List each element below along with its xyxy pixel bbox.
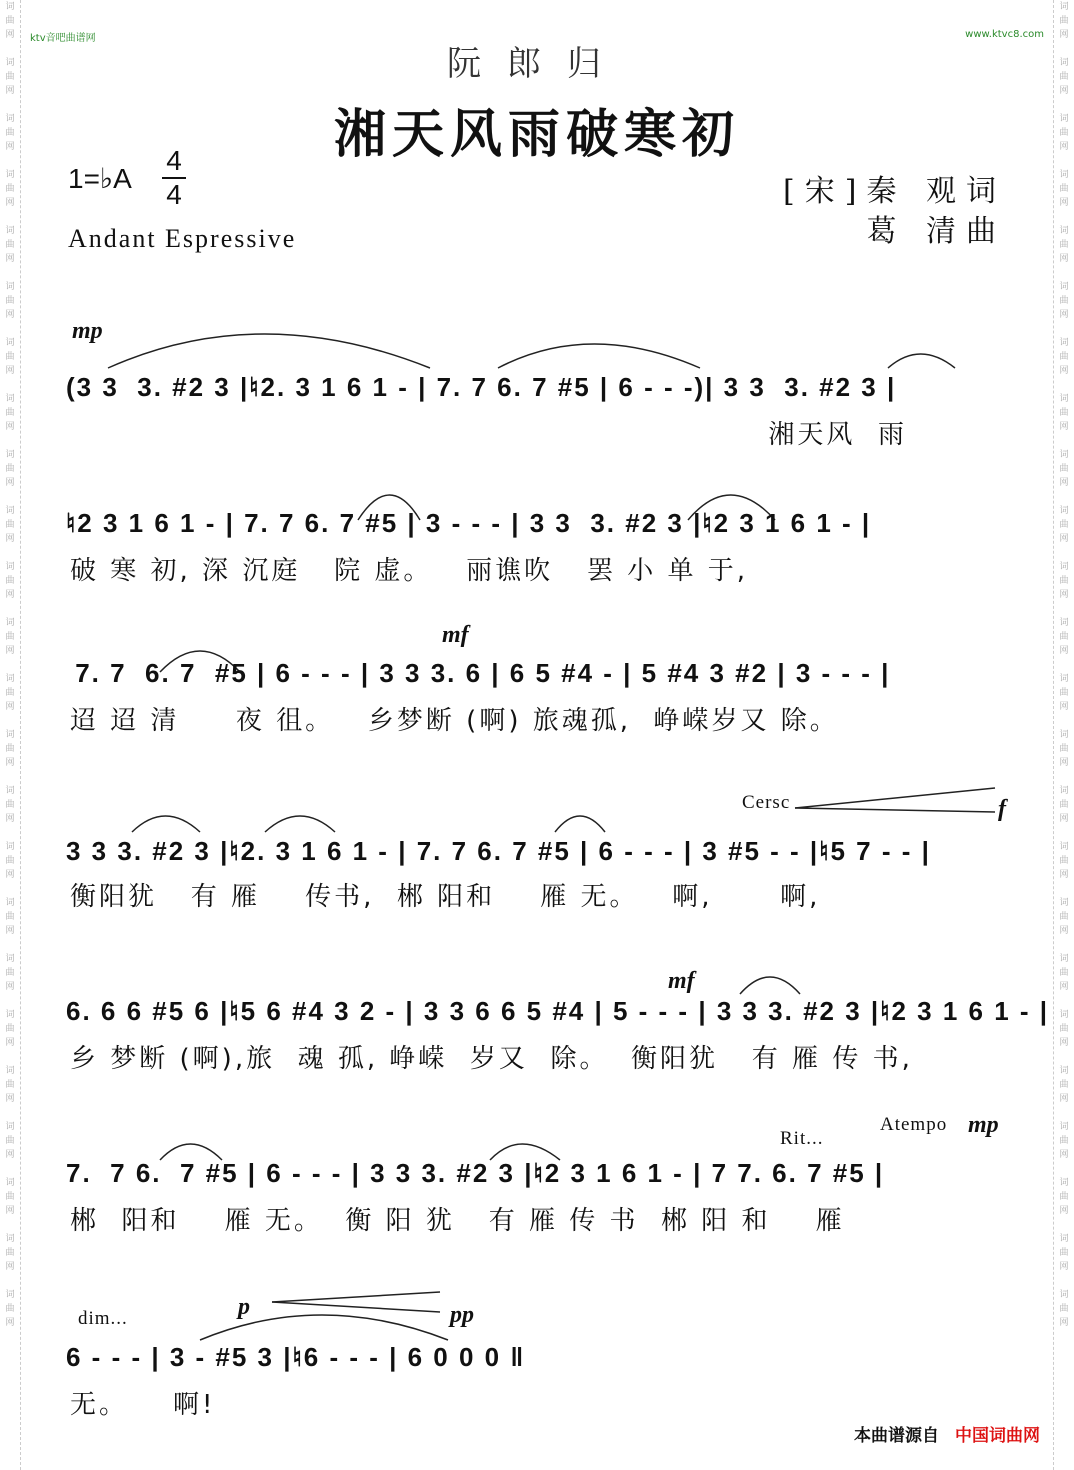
tempo-marking: Andant Espressive [68,224,297,253]
score-line-2-notes: ♮2 3 1 6 1 - | 7. 7 6. 7 #5 | 3 - - - | 3 3 3. #2 3 |♮2 3 1 6 1 - | [66,508,872,538]
score-line-6-lyrics: 郴 阳和 雁 无。 衡 阳 犹 有 雁 传 书 郴 阳 和 雁 [70,1206,845,1236]
score-line-7-notes: 6 - - - | 3 - #5 3 |♮6 - - - | 6 0 0 0 ‖ [66,1342,526,1372]
dynamic-f: f [998,796,1006,822]
cresc-marking: Cersc [742,792,791,813]
left-watermark-strip: 词 曲 网 词 曲 网 词 曲 网 词 曲 网 词 曲 网 词 曲 网 词 曲 网 词 曲 网 词 曲 网 词 曲 网 词 曲 网 词 曲 网 词 曲 网 词 曲 网 词 曲 网 词 曲 网 词 曲 网 词 曲 网 词 曲 网 词 曲 网 词 曲 网 词 曲 网 词 曲 网 词 曲 网 [0,0,21,1470]
song-title: 湘天风雨破寒初 [333,105,740,165]
footer-source [854,1421,1040,1446]
key-signature: 1=♭A [68,163,132,194]
score-line-5-notes: 6. 6 6 #5 6 |♮5 6 #4 3 2 - | 3 3 6 6 5 #4 | 5 - - - | 3 3 3. #2 3 |♮2 3 1 6 1 - | [66,996,1050,1026]
lyricist-credit: [宋]秦 观词 [783,174,1006,209]
dynamic-p: p [238,1294,250,1320]
dynamic-pp: pp [450,1302,474,1328]
score-line-1-notes: (3 3 3. #2 3 |♮2. 3 1 6 1 - | 7. 7 6. 7 #5 | 6 - - -)| 3 3 3. #2 3 | [66,372,897,402]
footer-text: 本曲谱源自 [854,1426,939,1446]
score-line-4-lyrics: 衡阳犹 有 雁 传书, 郴 阳和 雁 无。 啊, 啊, [70,882,821,912]
dynamic-mf-2: mf [668,968,695,994]
source-site-right: www.ktvc8.com [965,29,1044,40]
atempo-marking: Atempo [880,1114,948,1135]
right-watermark-strip: 词 曲 网 词 曲 网 词 曲 网 词 曲 网 词 曲 网 词 曲 网 词 曲 网 词 曲 网 词 曲 网 词 曲 网 词 曲 网 词 曲 网 词 曲 网 词 曲 网 词 曲 网 词 曲 网 词 曲 网 词 曲 网 词 曲 网 词 曲 网 词 曲 网 词 曲 网 词 曲 网 词 曲 网 [1053,0,1074,1470]
source-site-left: ktv音吧曲谱网 [30,33,96,44]
composer-credit: 葛 清曲 [866,214,1006,249]
dynamic-mf-1: mf [442,622,469,648]
score-line-5-lyrics: 乡 梦断 (啊),旅 魂 孤, 峥嵘 岁又 除。 衡阳犹 有 雁 传 书, [70,1044,913,1074]
dynamic-mp-1: mp [72,318,103,344]
score-line-3-lyrics: 迢 迢 清 夜 徂。 乡梦断 (啊) 旅魂孤, 峥嵘岁又 除。 [70,706,839,736]
tune-name: 阮郎归 [447,44,627,84]
rit-marking: Rit... [780,1128,824,1149]
score-line-4-notes: 3 3 3. #2 3 |♮2. 3 1 6 1 - | 7. 7 6. 7 #5 | 6 - - - | 3 #5 - - |♮5 7 - - | [66,836,931,866]
score-line-6-notes: 7. 7 6. 7 #5 | 6 - - - | 3 3 3. #2 3 |♮2 3 1 6 1 - | 7 7. 6. 7 #5 | [66,1158,885,1188]
score-line-7-lyrics: 无。 啊! [70,1390,216,1420]
score-line-1-lyrics: 湘天风 雨 [70,420,907,450]
dim-marking: dim... [78,1308,128,1329]
footer-brand-link[interactable]: 中国词曲网 [955,1426,1040,1446]
dynamic-mp-2: mp [968,1112,999,1138]
time-signature-top: 4 [166,145,182,176]
score-line-3-notes: 7. 7 6. 7 #5 | 6 - - - | 3 3 3. 6 | 6 5 #4 - | 5 #4 3 #2 | 3 - - - | [66,658,891,688]
time-signature-bottom: 4 [166,179,182,210]
score-line-2-lyrics: 破 寒 初, 深 沉庭 院 虚。 丽谯吹 罢 小 单 于, [70,556,749,586]
